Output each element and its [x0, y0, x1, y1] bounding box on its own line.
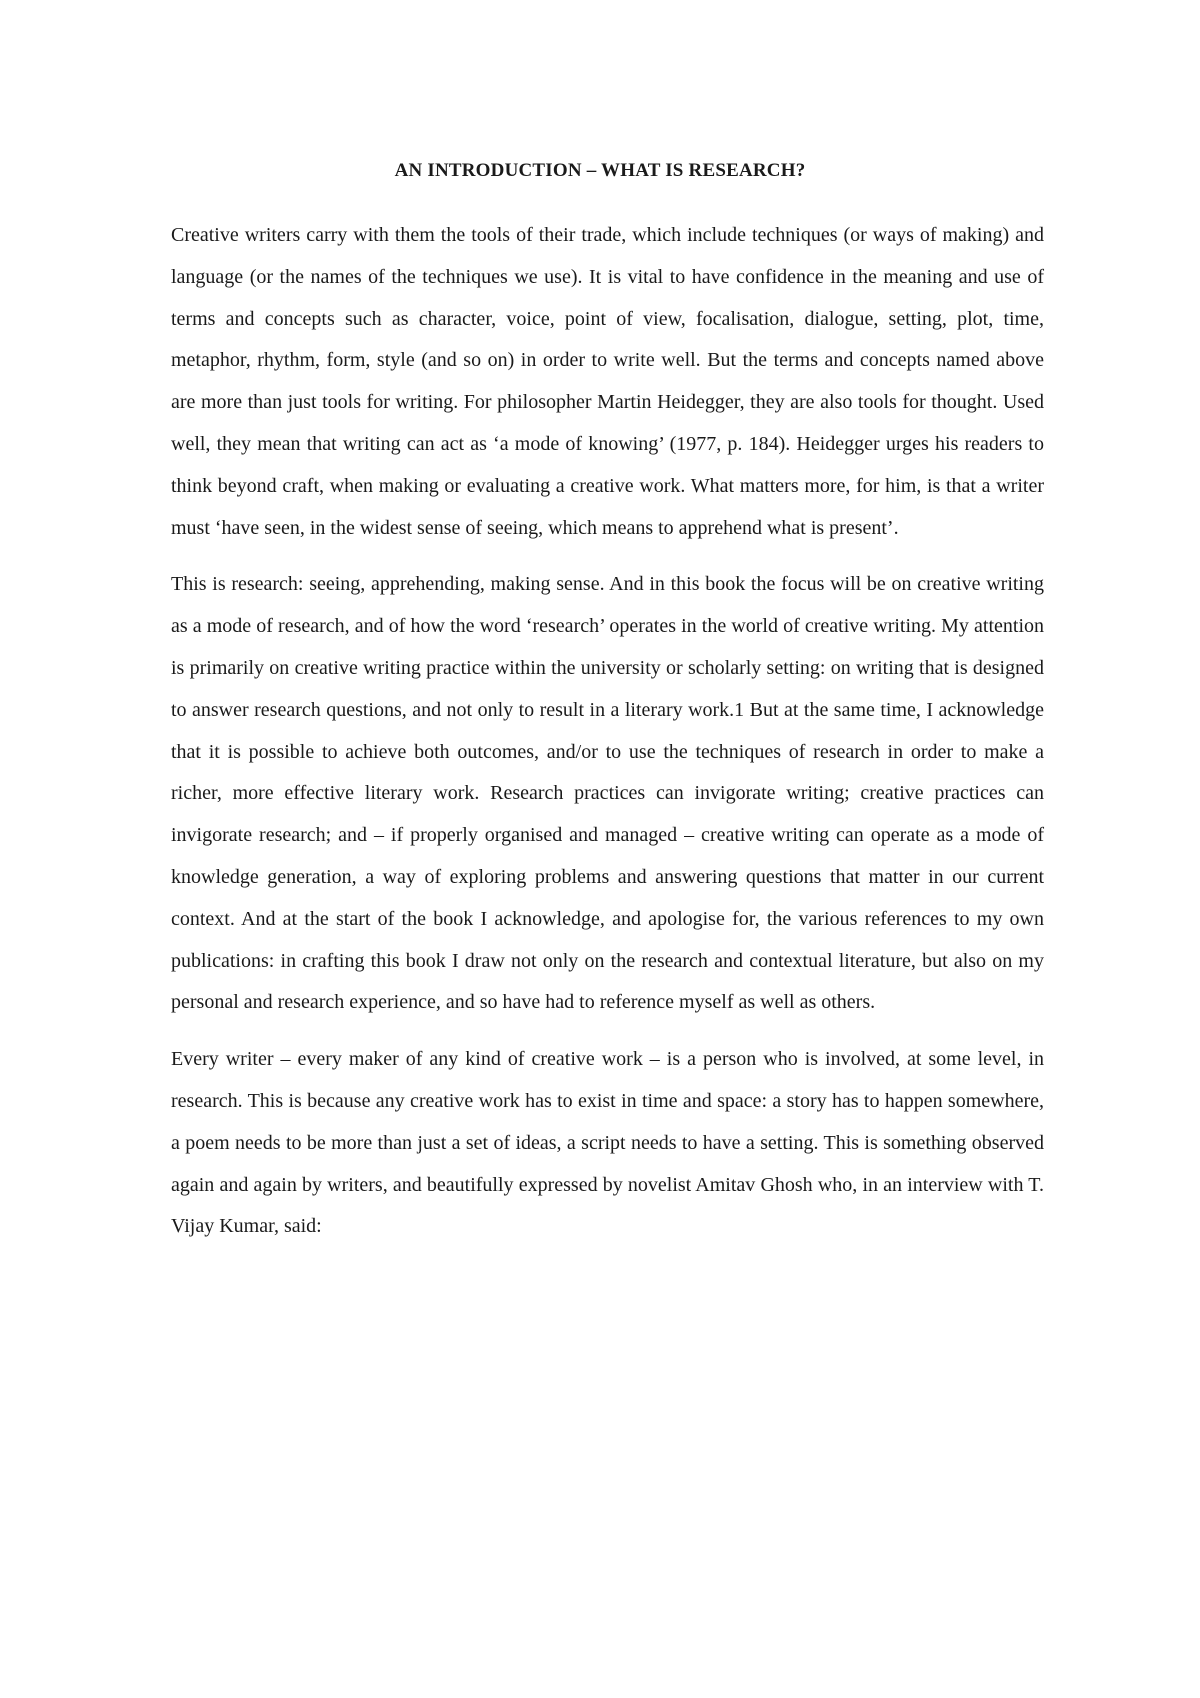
paragraph-2: This is research: seeing, apprehending, making sense. And in this book the focus will be on creative writing as a mode of research, and of how the word ‘research’ operates in the world of creative writing. My attention is primarily on creative writing practice within the university or scholarly setting: on writing that is designed to answer research questions, and not only to result in a literary work.1 But at the same time, I acknowledge that it is possible to achieve both outcomes, and/or to use the techniques of research in order to make a richer, more effective literary work. Research practices can invigorate writing; creative practices can invigorate research; and – if properly organised and managed – creative writing can operate as a mode of knowledge generation, a way of exploring problems and answering questions that matter in our current context. And at the start of the book I acknowledge, and apologise for, the various references to my own publications: in crafting this book I draw not only on the research and contextual literature, but also on my personal and research experience, and so have had to reference myself as well as others.: [171, 573, 1044, 1014]
paragraph-3: Every writer – every maker of any kind of creative work – is a person who is involved, at some level, in research. This is because any creative work has to exist in time and space: a story has to happen somewhere, a poem needs to be more than just a set of ideas, a script needs to have a setting. This is something observed again and again by writers, and beautifully expressed by novelist Amitav Ghosh who, in an interview with T. Vijay Kumar, said:: [171, 1048, 1044, 1238]
body-text: [171, 215, 1044, 1263]
paragraph-1: Creative writers carry with them the tools of their trade, which include techniques (or ways of making) and language (or the names of the techniques we use). It is vital to have confidence in the meaning and use of terms and concepts such as character, voice, point of view, focalisation, dialogue, setting, plot, time, metaphor, rhythm, form, style (and so on) in order to write well. But the terms and concepts named above are more than just tools for writing. For philosopher Martin Heidegger, they are also tools for thought. Used well, they mean that writing can act as ‘a mode of knowing’ (1977, p. 184). Heidegger urges his readers to think beyond craft, when making or evaluating a creative work. What matters more, for him, is that a writer must ‘have seen, in the widest sense of seeing, which means to apprehend what is present’.: [171, 224, 1044, 539]
page-title: AN INTRODUCTION – WHAT IS RESEARCH?: [394, 160, 806, 181]
